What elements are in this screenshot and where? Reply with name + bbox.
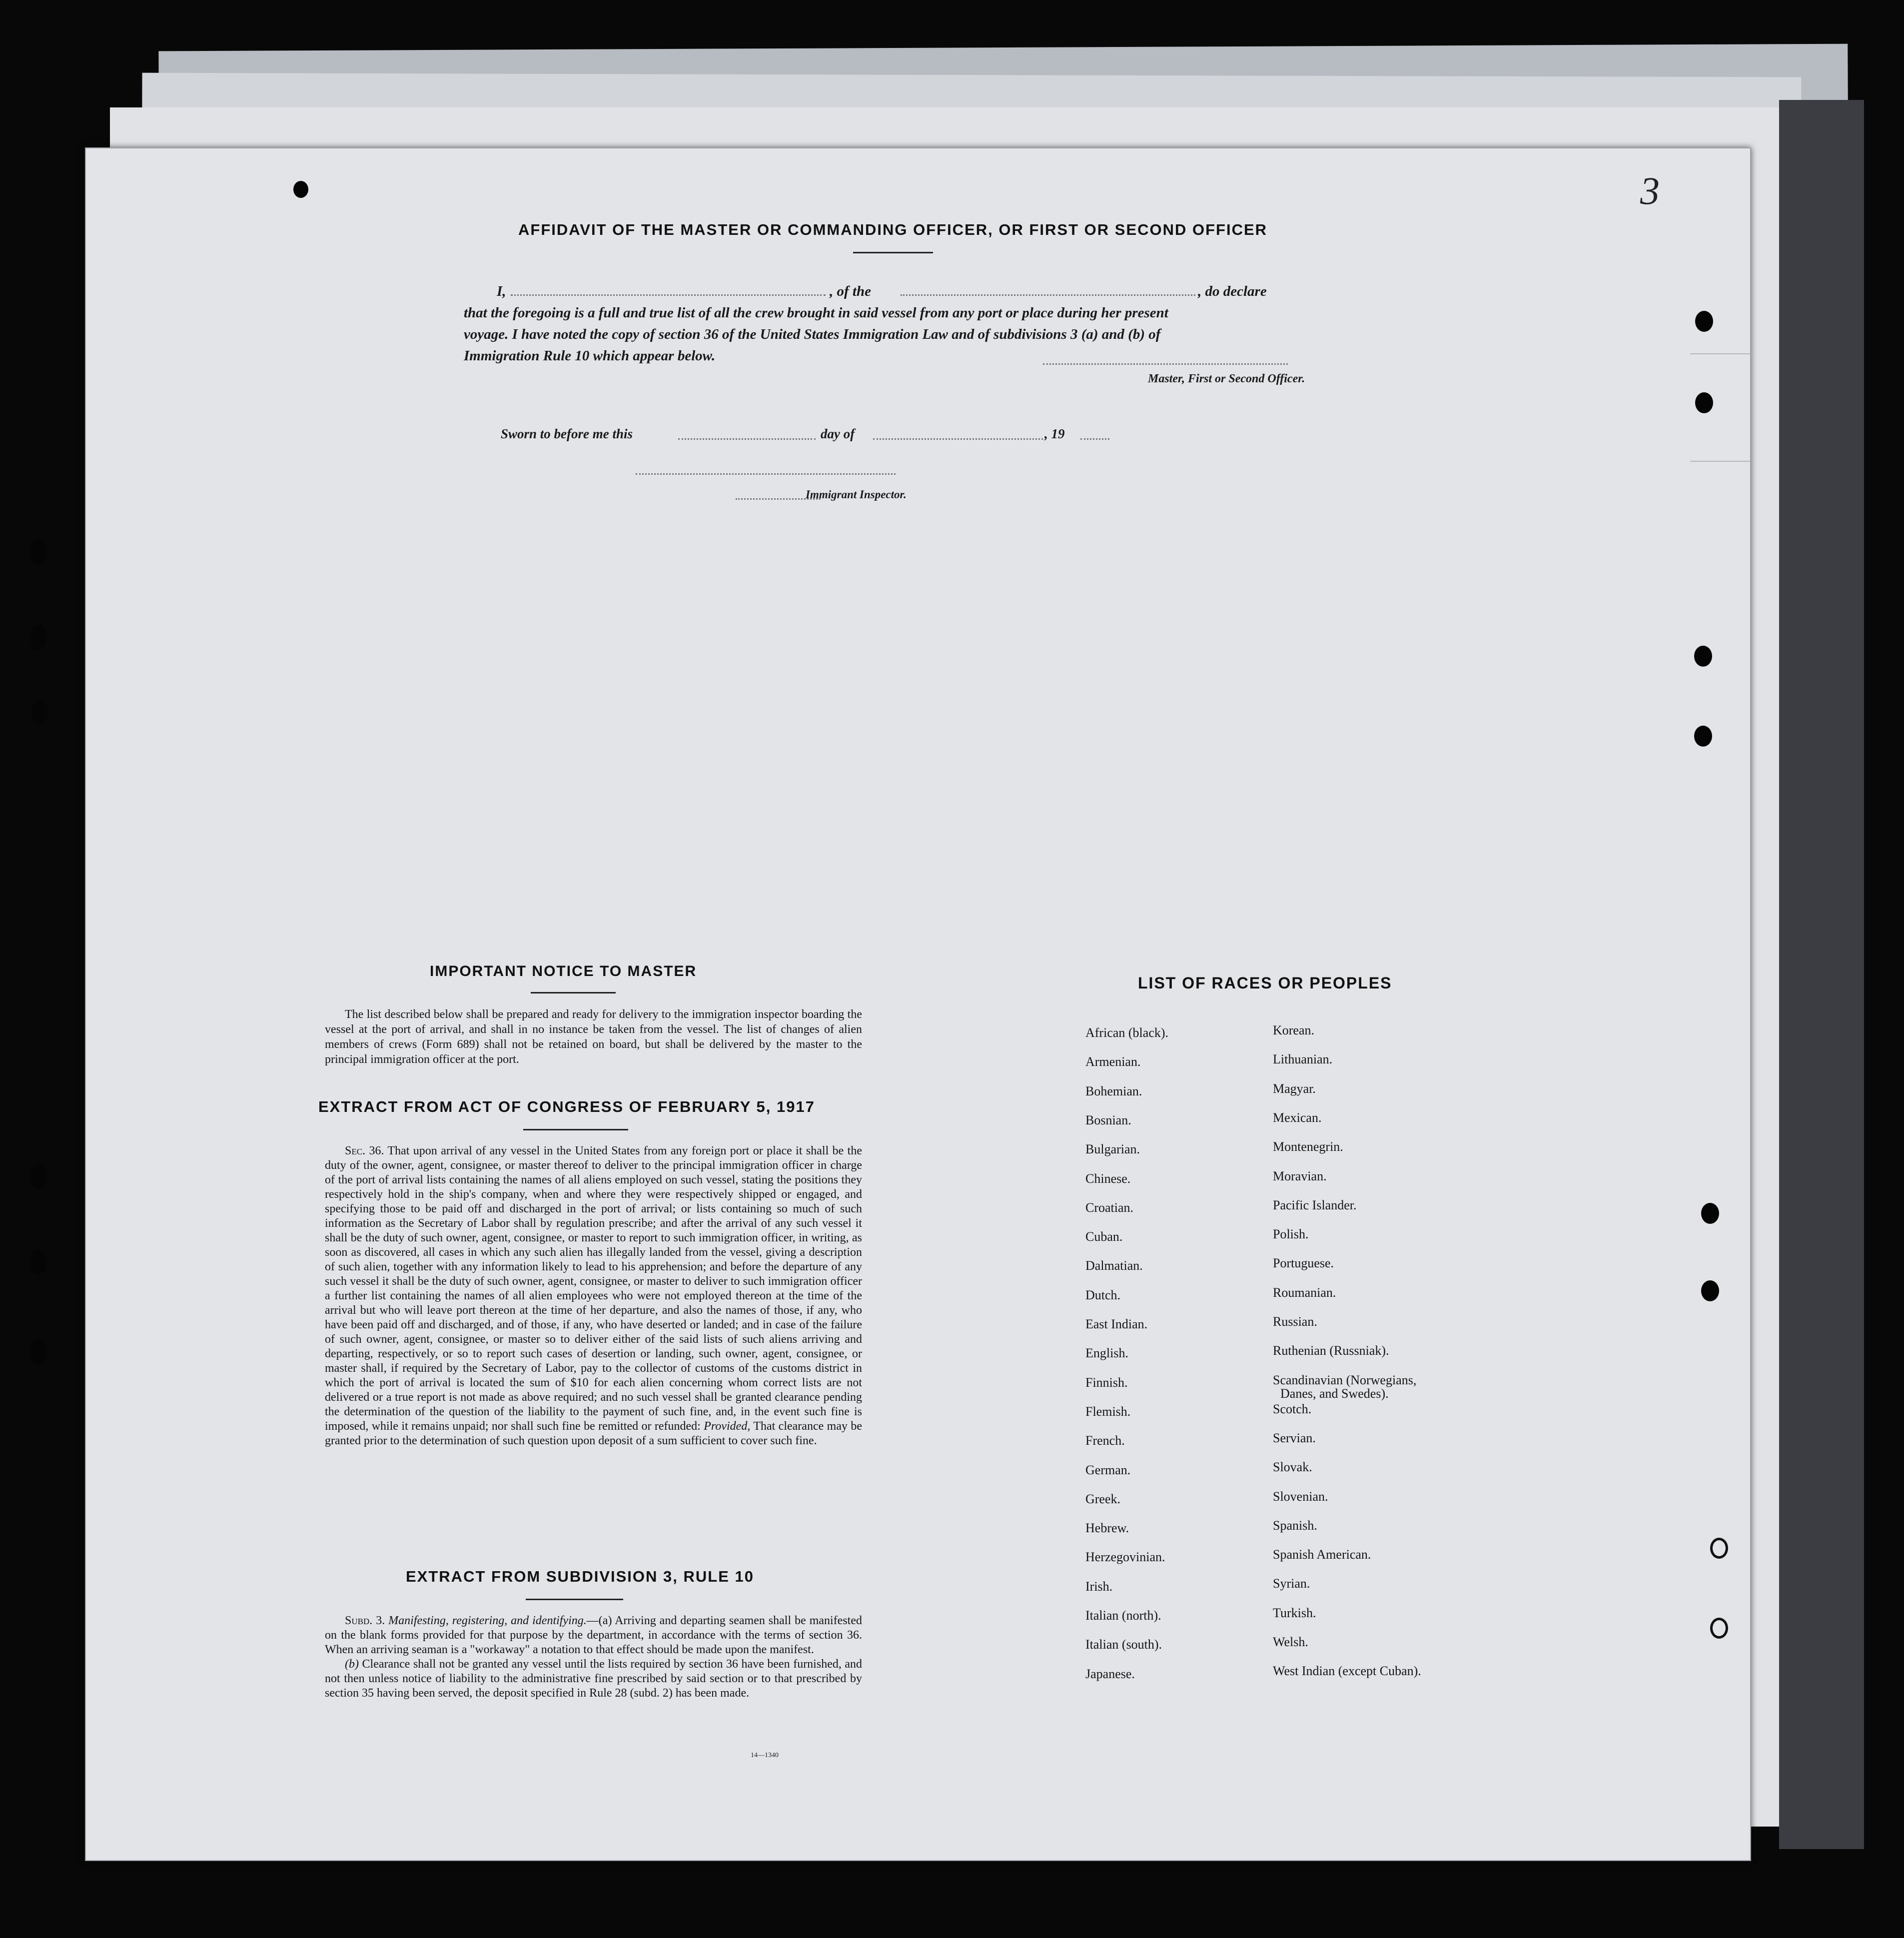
act-provided-label: Provided, (704, 1420, 751, 1433)
race-item: Polish. (1273, 1227, 1309, 1242)
binder-hole (31, 700, 48, 725)
form-sheet (85, 147, 1751, 1861)
race-item: Montenegrin. (1273, 1139, 1343, 1154)
race-item: Cuban. (1085, 1229, 1123, 1244)
race-item: Russian. (1273, 1314, 1317, 1329)
ruled-line (1690, 353, 1750, 354)
affidavit-line-2: that the foregoing is a full and true list of all the crew brought in said vessel from any port or place during her present (464, 305, 1168, 321)
race-item: Chinese. (1085, 1171, 1131, 1186)
affidavit-line-3: voyage. I have noted the copy of section 36 of the United States Immigration Law and of subdivisions 3 (a) and (b) of (464, 326, 1161, 342)
race-item: Korean. (1273, 1023, 1315, 1037)
day-of-text: day of (821, 426, 855, 441)
race-item: West Indian (except Cuban). (1273, 1664, 1421, 1679)
notice-body (325, 1007, 862, 1067)
sworn-text: Sworn to before me this (501, 426, 633, 441)
binder-hole (30, 1249, 47, 1274)
race-item: Lithuanian. (1273, 1052, 1333, 1067)
race-item: Turkish. (1273, 1605, 1316, 1620)
race-item: Servian. (1273, 1430, 1316, 1445)
act-section-label: Sec. 36. (345, 1144, 384, 1157)
binder-hole (30, 1339, 47, 1364)
race-item: Italian (north). (1085, 1608, 1161, 1623)
race-item: Spanish. (1273, 1518, 1317, 1533)
race-item: Ruthenian (Russniak). (1273, 1343, 1389, 1358)
race-item: Herzegovinian. (1085, 1550, 1165, 1565)
punch-hole (1694, 726, 1712, 747)
race-item: Mexican. (1273, 1110, 1322, 1125)
race-item: Portuguese. (1273, 1256, 1334, 1271)
punch-hole (1710, 1538, 1728, 1559)
form-number: 14—1340 (751, 1752, 779, 1759)
affidavit-of-the: , of the (830, 283, 871, 299)
subd-label: Subd. 3. (345, 1614, 385, 1627)
ruled-line (1690, 461, 1750, 462)
race-item: East Indian. (1085, 1317, 1148, 1331)
title-rule (853, 252, 933, 253)
affidavit-declare: , do declare (1198, 283, 1267, 299)
race-item: Roumanian. (1273, 1285, 1336, 1300)
race-item: English. (1085, 1346, 1128, 1361)
act-rule (523, 1129, 628, 1130)
race-item: Finnish. (1085, 1375, 1128, 1390)
binder-hole (30, 625, 47, 650)
rule-rule (526, 1599, 623, 1600)
name-blank (511, 294, 826, 296)
race-item: Scotch. (1273, 1401, 1312, 1416)
punch-hole (1701, 1280, 1719, 1301)
act-title: EXTRACT FROM ACT OF CONGRESS OF FEBRUARY 5, 1917 (318, 1098, 815, 1115)
race-item: Irish. (1085, 1579, 1113, 1594)
page-mark: 3 (1640, 169, 1660, 212)
punch-hole (1694, 646, 1712, 667)
race-item: Pacific Islander. (1273, 1197, 1357, 1212)
race-item-continuation: Danes, and Swedes). (1280, 1386, 1389, 1401)
notice-paragraph: The list described below shall be prepared and ready for delivery to the immigration inspector boarding the vessel at the port of arrival, and shall in no instance be taken from the vessel. The list of changes of alien members of crews (Form 689) shall not be retained on board, but shall be delivered by the master to the principal immigration officer at the port. (325, 1008, 862, 1066)
notice-rule (531, 992, 616, 993)
para-b: Clearance shall not be granted any vessel until the lists required by section 36 have been furnished, and not then unless notice of liability to the administrative fine prescribed by said section or to that prescribed by section 35 having been served, the deposit specified in Rule 28 (subd. 2) has been made. (325, 1658, 863, 1700)
race-item: Hebrew. (1085, 1521, 1129, 1536)
race-item: Greek. (1085, 1491, 1121, 1506)
race-item: Japanese. (1085, 1666, 1135, 1681)
act-provided-text: That clearance may be granted prior to the determination of such question upon deposit of a sum sufficient to cover such fine. (325, 1420, 863, 1447)
race-item: Magyar. (1273, 1081, 1316, 1096)
race-item: Croatian. (1085, 1200, 1134, 1215)
races-title: LIST OF RACES OR PEOPLES (1138, 974, 1392, 992)
month-blank (873, 438, 1043, 440)
day-blank (678, 438, 816, 440)
signature-blank (1043, 363, 1288, 365)
race-item: Slovenian. (1273, 1489, 1328, 1504)
act-section-text: That upon arrival of any vessel in the United States from any foreign port or place it shall be the duty of the owner, agent, consignee, or master thereof to deliver to the principal immigration officer in charge of the port of arrival lists containing the names of all aliens employed on such vessel, stating the positions they respectively hold in the ship's company, when and where they were respectively shipped or engaged, and specifying those to be paid off and discharged in the port of arrival; or lists containing so much of such information as the Secretary of Labor shall by regulation prescribe; and after the arrival of any such vessel it shall be the duty of such owner, agent, consignee, or master to report to such immigration officer, in writing, as soon as discovered, all cases in which any such alien has illegally landed from the vessel, giving a description of such alien, together with any information likely to lead to his apprehension; and before the departure of any such vessel it shall be the duty of such owner, agent, consignee, or master to deliver to such immigration officer a further list containing the names of all alien employees who were not employed thereon at the time of the arrival but who will leave port thereon at the time of her departure, and also the names of those, if any, who have been paid off and discharged, and of those, if any, who have deserted or landed; and in case of the failure of such owner, agent, consignee, or master so to deliver either of the said lists of such aliens arriving and departing, respectively, or so to report such cases of desertion or landing, such owner, agent, consignee, or master shall, if required by the Secretary of Labor, pay to the collector of customs of the customs district in which the port of arrival is located the sum of $10 for each alien concerning whom correct lists are not delivered or a true report is not made as above required; and no such vessel shall be granted clearance pending the determination of the question of the liability to the payment of such fine, and, in the event such fine is imposed, while it remains unpaid; nor shall such fine be remitted or refunded: (325, 1144, 862, 1433)
race-item: Bulgarian. (1085, 1142, 1140, 1157)
binder-edge (1779, 100, 1864, 1849)
race-item: African (black). (1085, 1025, 1169, 1040)
binder-hole (30, 540, 47, 565)
punch-hole (1695, 392, 1713, 413)
para-b-label: (b) (345, 1658, 359, 1671)
punch-hole (293, 181, 308, 198)
race-item: Welsh. (1273, 1635, 1308, 1649)
act-body (325, 1144, 862, 1448)
race-item: German. (1085, 1462, 1131, 1477)
race-item: Armenian. (1085, 1054, 1141, 1069)
race-item: Dutch. (1085, 1287, 1121, 1302)
affidavit-line-4: Immigration Rule 10 which appear below. (464, 348, 716, 364)
punch-hole (1710, 1618, 1728, 1639)
notice-title: IMPORTANT NOTICE TO MASTER (430, 963, 697, 979)
binder-hole (30, 1164, 47, 1189)
inspector-label: Immigrant Inspector. (806, 488, 907, 501)
race-item: Flemish. (1085, 1404, 1131, 1419)
punch-hole (1695, 311, 1713, 332)
race-item: Syrian. (1273, 1576, 1310, 1591)
rule-body (325, 1614, 862, 1701)
rule-title: EXTRACT FROM SUBDIVISION 3, RULE 10 (406, 1568, 754, 1585)
race-item: Moravian. (1273, 1168, 1327, 1183)
race-item: Spanish American. (1273, 1547, 1371, 1562)
year-text: , 19 (1044, 426, 1065, 441)
race-item: Italian (south). (1085, 1637, 1162, 1652)
race-item: Scandinavian (Norwegians, (1273, 1372, 1417, 1387)
subd-heading: Manifesting, registering, and identifying. (388, 1614, 587, 1627)
para-a: —(a) Arriving and departing seamen shall be manifested on the blank forms provided for that purpose by the department, in accordance with the terms of section 36. When an arriving seaman is a "workaway" a notation to that effect should be made upon the manifest. (325, 1614, 862, 1656)
race-item: Dalmatian. (1085, 1258, 1143, 1273)
race-item: Bohemian. (1085, 1083, 1142, 1098)
year-blank (1080, 438, 1109, 440)
affidavit-title: AFFIDAVIT OF THE MASTER OR COMMANDING OFFICER, OR FIRST OR SECOND OFFICER (518, 221, 1268, 238)
signature-label: Master, First or Second Officer. (1148, 372, 1305, 385)
affidavit-i: I, (497, 283, 506, 299)
vessel-blank (901, 294, 1195, 296)
punch-hole (1701, 1203, 1719, 1224)
inspector-blank (636, 473, 896, 475)
race-item: French. (1085, 1433, 1125, 1448)
race-item: Slovak. (1273, 1460, 1312, 1475)
race-item: Bosnian. (1085, 1112, 1131, 1127)
